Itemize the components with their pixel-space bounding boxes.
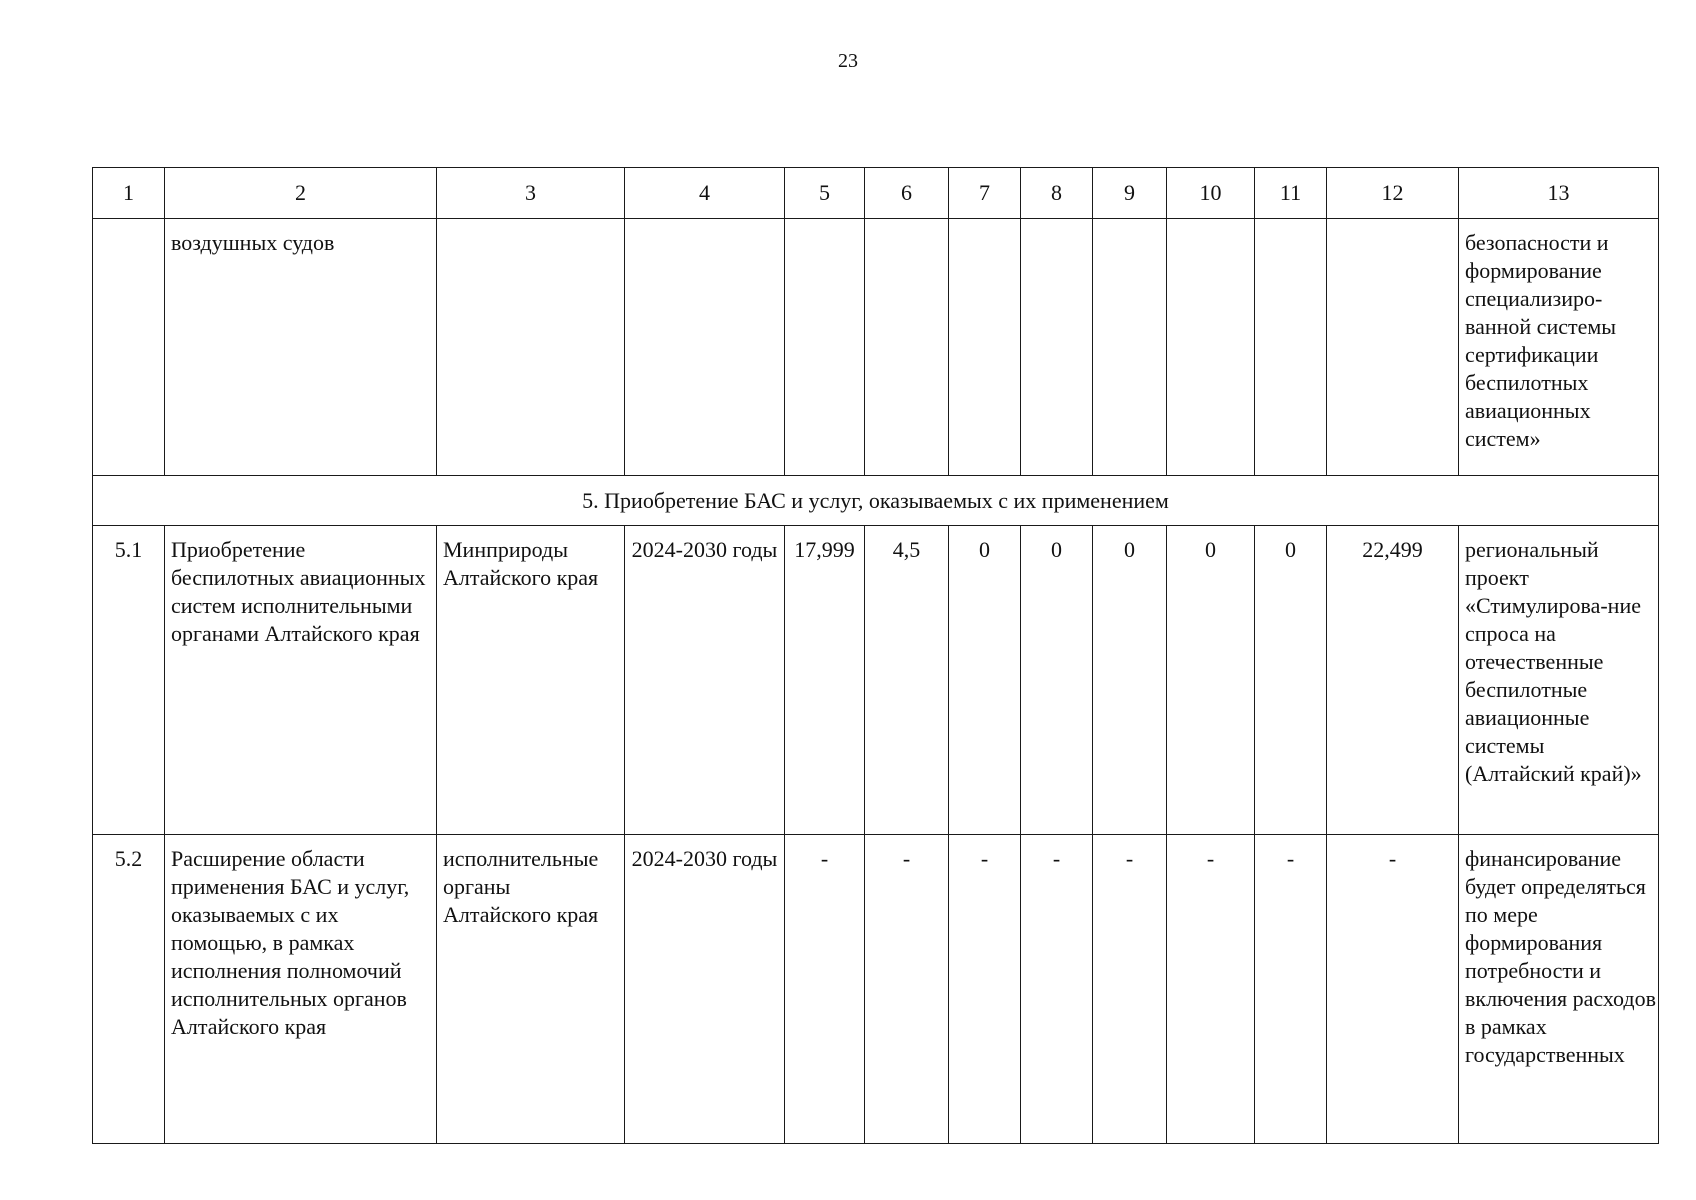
col-header-10: 10 — [1167, 168, 1255, 219]
col-header-2: 2 — [165, 168, 437, 219]
col-header-4: 4 — [625, 168, 785, 219]
section-title: 5. Приобретение БАС и услуг, оказываемых с их применением — [93, 476, 1659, 526]
col-header-3: 3 — [437, 168, 625, 219]
row-number: 5.1 — [93, 526, 165, 835]
value-cell-7: 0 — [949, 526, 1021, 835]
continuation-row — [93, 219, 1659, 476]
value-cell-9: 0 — [1093, 526, 1167, 835]
table-cell — [437, 219, 625, 476]
value-cell-10: 0 — [1167, 526, 1255, 835]
value-cell-6: 4,5 — [865, 526, 949, 835]
value-cell-5: - — [785, 835, 865, 1144]
value-cell-11: 0 — [1255, 526, 1327, 835]
table-cell — [865, 219, 949, 476]
col-header-9: 9 — [1093, 168, 1167, 219]
col-header-6: 6 — [865, 168, 949, 219]
measures-table — [92, 167, 1659, 1144]
measure-name-cell: воздушных судов — [165, 219, 437, 476]
value-cell-8: - — [1021, 835, 1093, 1144]
table-row — [93, 526, 1659, 835]
note-cell: финансирование будет определяться по мере формирования потребности и включения расходов в рамках государственных — [1459, 835, 1659, 1144]
note-cell: региональный проект «Стимулирова-ние спроса на отечественные беспилотные авиационные системы (Алтайский край)» — [1459, 526, 1659, 835]
measure-name-cell: Расширение области применения БАС и услуг, оказываемых с их помощью, в рамках исполнения полномочий исполнительных органов Алтайского края — [165, 835, 437, 1144]
page-number: 23 — [838, 50, 858, 72]
col-header-7: 7 — [949, 168, 1021, 219]
col-header-5: 5 — [785, 168, 865, 219]
table-cell — [93, 219, 165, 476]
table-cell — [949, 219, 1021, 476]
value-cell-12: - — [1327, 835, 1459, 1144]
value-cell-12: 22,499 — [1327, 526, 1459, 835]
period-cell: 2024-2030 годы — [625, 526, 785, 835]
col-header-8: 8 — [1021, 168, 1093, 219]
executor-cell: исполнительные органы Алтайского края — [437, 835, 625, 1144]
col-header-11: 11 — [1255, 168, 1327, 219]
table-cell — [1167, 219, 1255, 476]
table-cell — [785, 219, 865, 476]
table-cell — [1021, 219, 1093, 476]
col-header-13: 13 — [1459, 168, 1659, 219]
value-cell-11: - — [1255, 835, 1327, 1144]
table-row — [93, 835, 1659, 1144]
col-header-1: 1 — [93, 168, 165, 219]
value-cell-5: 17,999 — [785, 526, 865, 835]
table-cell — [625, 219, 785, 476]
note-cell: безопасности и формирование специализиро-ванной системы сертификации беспилотных авиационных систем» — [1459, 219, 1659, 476]
table-cell — [1327, 219, 1459, 476]
value-cell-9: - — [1093, 835, 1167, 1144]
period-cell: 2024-2030 годы — [625, 835, 785, 1144]
section-row — [93, 476, 1659, 526]
table-cell — [1255, 219, 1327, 476]
value-cell-8: 0 — [1021, 526, 1093, 835]
value-cell-6: - — [865, 835, 949, 1144]
value-cell-10: - — [1167, 835, 1255, 1144]
col-header-12: 12 — [1327, 168, 1459, 219]
row-number: 5.2 — [93, 835, 165, 1144]
executor-cell: Минприроды Алтайского края — [437, 526, 625, 835]
header-row — [93, 168, 1659, 219]
measure-name-cell: Приобретение беспилотных авиационных систем исполнительными органами Алтайского края — [165, 526, 437, 835]
table-cell — [1093, 219, 1167, 476]
value-cell-7: - — [949, 835, 1021, 1144]
